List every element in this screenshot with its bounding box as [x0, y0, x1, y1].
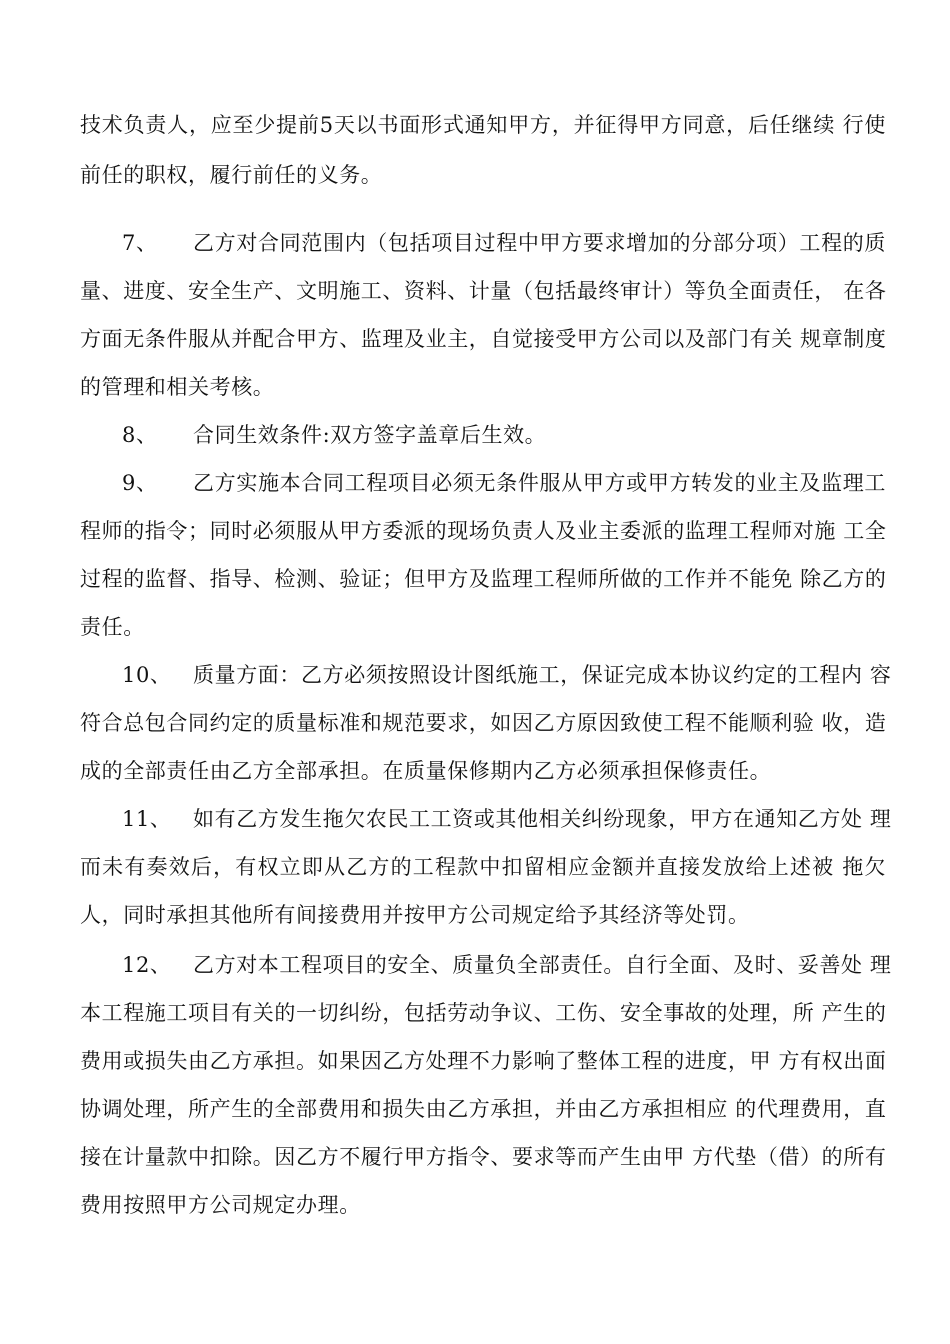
paragraph-line: 人，同时承担其他所有间接费用并按甲方公司规定给予其经济等处罚。 — [80, 903, 750, 927]
paragraph-line: 而未有奏效后，有权立即从乙方的工程款中扣留相应金额并直接发放给上述被 拖欠 — [80, 855, 886, 879]
paragraph-line: 成的全部责任由乙方全部承担。在质量保修期内乙方必须承担保修责任。 — [80, 759, 772, 783]
list-item-11-first-line — [80, 804, 892, 834]
paragraph-line: 方面无条件服从并配合甲方、监理及业主，自觉接受甲方公司以及部门有关 规章制度 — [80, 327, 887, 351]
paragraph-line: 费用或损失由乙方承担。如果因乙方处理不力影响了整体工程的进度，甲 方有权出面 — [80, 1049, 887, 1073]
paragraph-line: 本工程施工项目有关的一切纠纷，包括劳动争议、工伤、安全事故的处理，所 产生的 — [80, 1001, 887, 1025]
paragraph-line: 的管理和相关考核。 — [80, 375, 275, 399]
list-item-9-first-line — [80, 468, 886, 498]
paragraph-line: 程师的指令；同时必须服从甲方委派的现场负责人及业主委派的监理工程师对施 工全 — [80, 519, 887, 543]
item-number: 11、 — [122, 807, 172, 831]
item-number: 12、 — [122, 953, 172, 977]
paragraph-line: 前任的职权，履行前任的义务。 — [80, 163, 383, 187]
item-text: 乙方实施本合同工程项目必须无条件服从甲方或甲方转发的业主及监理工 — [193, 471, 886, 495]
list-item-8-first-line — [80, 420, 886, 450]
item-text: 质量方面：乙方必须按照设计图纸施工，保证完成本协议约定的工程内 容 — [193, 663, 892, 687]
item-text: 乙方对本工程项目的安全、质量负全部责任。自行全面、及时、妥善处 理 — [193, 953, 892, 977]
item-number: 9、 — [122, 471, 158, 495]
paragraph-line: 量、进度、安全生产、文明施工、资料、计量（包括最终审计）等负全面责任， 在各 — [80, 279, 887, 303]
paragraph-line: 责任。 — [80, 615, 145, 639]
paragraph-line: 符合总包合同约定的质量标准和规范要求，如因乙方原因致使工程不能顺利验 收，造 — [80, 711, 887, 735]
item-number: 8、 — [122, 423, 158, 447]
item-text: 合同生效条件:双方签字盖章后生效。 — [193, 423, 547, 447]
list-item-12-first-line — [80, 950, 892, 980]
paragraph-line: 技术负责人，应至少提前5天以书面形式通知甲方，并征得甲方同意，后任继续 行使 — [80, 113, 886, 137]
list-item-10-first-line — [80, 660, 892, 690]
item-number: 7、 — [122, 231, 158, 255]
list-item-7-first-line — [80, 228, 886, 258]
item-text: 如有乙方发生拖欠农民工工资或其他相关纠纷现象，甲方在通知乙方处 理 — [193, 807, 892, 831]
item-number: 10、 — [122, 663, 172, 687]
paragraph-line: 接在计量款中扣除。因乙方不履行甲方指令、要求等而产生由甲 方代垫（借）的所有 — [80, 1145, 887, 1169]
item-text: 乙方对合同范围内（包括项目过程中甲方要求增加的分部分项）工程的质 — [193, 231, 886, 255]
paragraph-line: 协调处理，所产生的全部费用和损失由乙方承担，并由乙方承担相应 的代理费用，直 — [80, 1097, 887, 1121]
paragraph-line: 费用按照甲方公司规定办理。 — [80, 1193, 361, 1217]
paragraph-line: 过程的监督、指导、检测、验证；但甲方及监理工程师所做的工作并不能免 除乙方的 — [80, 567, 887, 591]
